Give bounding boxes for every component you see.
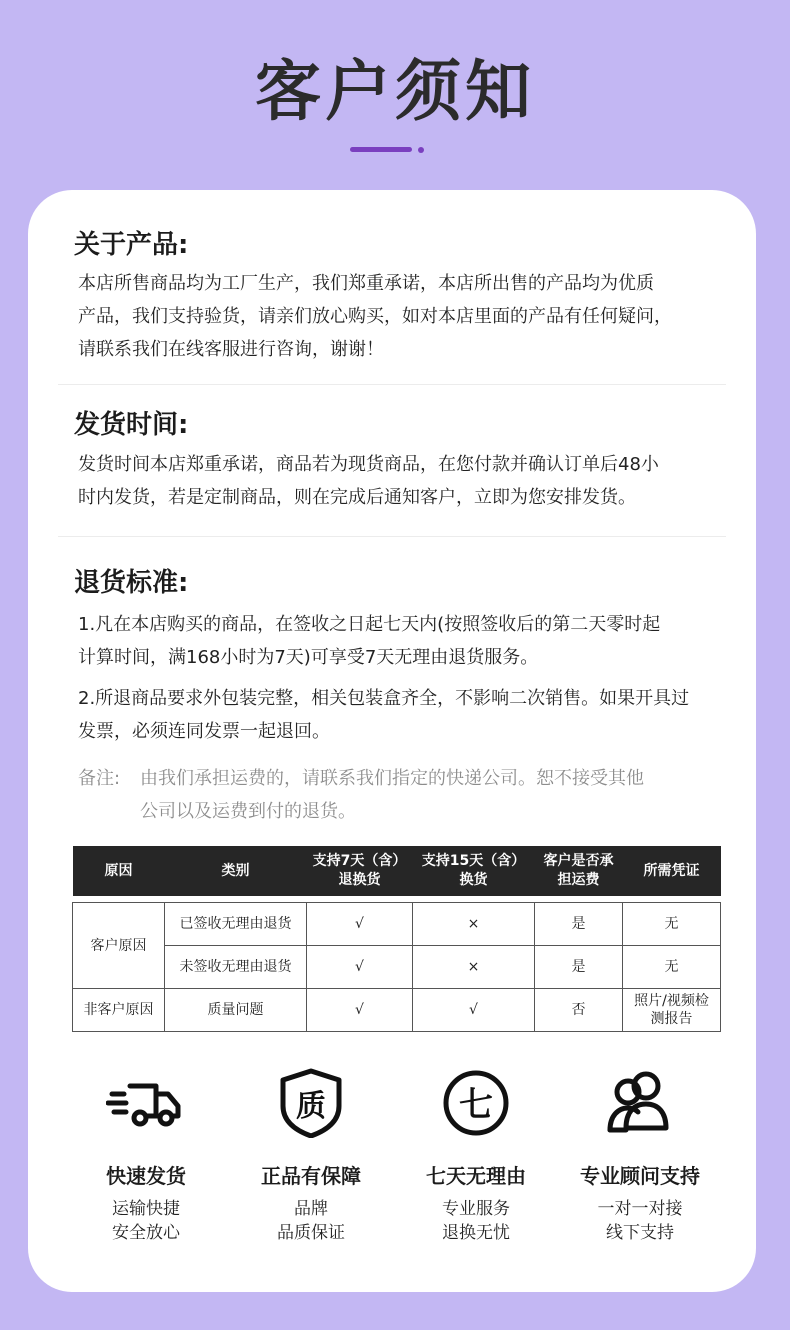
table-cell: 无 [623, 946, 721, 989]
consultant-people-icon [600, 1068, 680, 1138]
table-cell-reason: 客户原因 [73, 903, 165, 989]
table-cell: 已签收无理由退货 [165, 903, 307, 946]
return-policy-table [72, 846, 721, 1032]
section-title-product: 关于产品: [74, 230, 189, 260]
feature-subtitle: 运输快捷 [112, 1199, 180, 1219]
shipping-text-line: 发货时间本店郑重承诺，商品若为现货商品，在您付款并确认订单后48小 [78, 454, 659, 475]
table-cell: 照片/视频检测报告 [623, 989, 721, 1032]
title-underline-dot [418, 147, 424, 153]
feature-subtitle: 线下支持 [606, 1223, 674, 1243]
table-row [73, 989, 721, 1032]
table-cell: √ [307, 903, 413, 946]
feature-fast-delivery [56, 1068, 236, 1245]
seven-circle-icon [436, 1068, 516, 1138]
title-underline [350, 147, 412, 152]
table-cell: 否 [535, 989, 623, 1032]
remark [78, 762, 728, 828]
feature-subtitle: 安全放心 [112, 1223, 180, 1243]
table-header-cell: 原因 [73, 846, 165, 896]
section-title-shipping: 发货时间: [74, 410, 189, 440]
product-text-line: 本店所售商品均为工厂生产，我们郑重承诺，本店所出售的产品均为优质 [78, 273, 654, 294]
table-cell: √ [307, 989, 413, 1032]
remark-text-line: 由我们承担运费的，请联系我们指定的快递公司。恕不接受其他 [140, 768, 644, 789]
feature-seven-day-return [386, 1068, 566, 1245]
table-header-cell: 支持7天（含）退换货 [307, 846, 413, 896]
feature-subtitle: 专业服务 [442, 1199, 510, 1219]
section-title-returns: 退货标准: [74, 568, 189, 598]
feature-consultant-support [550, 1068, 730, 1245]
feature-title: 正品有保障 [261, 1164, 361, 1188]
return-rule-2-line: 2.所退商品要求外包装完整，相关包装盒齐全，不影响二次销售。如果开具过 [78, 688, 690, 709]
table-row [73, 946, 721, 989]
svg-text:七: 七 [459, 1085, 493, 1125]
feature-title: 专业顾问支持 [580, 1164, 700, 1188]
table-cell: √ [307, 946, 413, 989]
table-header-cell: 支持15天（含）换货 [413, 846, 535, 896]
feature-title: 七天无理由 [426, 1164, 526, 1188]
feature-subtitle: 品质保证 [277, 1223, 345, 1243]
product-text [78, 267, 728, 366]
feature-title: 快速发货 [106, 1164, 186, 1188]
table-cell: 质量问题 [165, 989, 307, 1032]
feature-subtitle: 一对一对接 [597, 1199, 683, 1219]
table-row [73, 903, 721, 946]
svg-text:质: 质 [296, 1089, 326, 1124]
return-rule-2 [78, 682, 728, 748]
table-cell: 是 [535, 946, 623, 989]
notice-card [28, 190, 756, 1292]
remark-label: 备注: [78, 768, 121, 789]
return-rule-1-line: 1.凡在本店购买的商品，在签收之日起七天内(按照签收后的第二天零时起 [78, 614, 661, 635]
table-cell: 是 [535, 903, 623, 946]
table-cell: √ [413, 989, 535, 1032]
shipping-text-line: 时内发货，若是定制商品，则在完成后通知客户，立即为您安排发货。 [78, 487, 636, 508]
page-title: 客户须知 [255, 53, 535, 130]
return-rule-1 [78, 608, 728, 674]
table-cell: × [413, 946, 535, 989]
feature-subtitle: 退换无忧 [442, 1223, 510, 1243]
remark-text-line: 公司以及运费到付的退货。 [140, 801, 356, 822]
table-header-row [73, 846, 721, 896]
feature-subtitle: 品牌 [294, 1199, 328, 1219]
table-cell: × [413, 903, 535, 946]
shipping-text [78, 448, 728, 514]
quality-shield-icon [271, 1068, 351, 1138]
table-header-cell: 客户是否承担运费 [535, 846, 623, 896]
table-header-cell: 类别 [165, 846, 307, 896]
delivery-truck-icon [106, 1068, 186, 1138]
return-rule-1-line: 计算时间，满168小时为7天)可享受7天无理由退货服务。 [78, 647, 539, 668]
section-divider [58, 384, 726, 385]
product-text-line: 请联系我们在线客服进行咨询，谢谢！ [78, 339, 384, 360]
return-rule-2-line: 发票，必须连同发票一起退回。 [78, 721, 330, 742]
table-cell: 未签收无理由退货 [165, 946, 307, 989]
product-text-line: 产品，我们支持验货，请亲们放心购买，如对本店里面的产品有任何疑问， [78, 306, 672, 327]
table-cell: 无 [623, 903, 721, 946]
feature-genuine-guarantee [221, 1068, 401, 1245]
table-header-cell: 所需凭证 [623, 846, 721, 896]
table-cell-reason: 非客户原因 [73, 989, 165, 1032]
section-divider [58, 536, 726, 537]
